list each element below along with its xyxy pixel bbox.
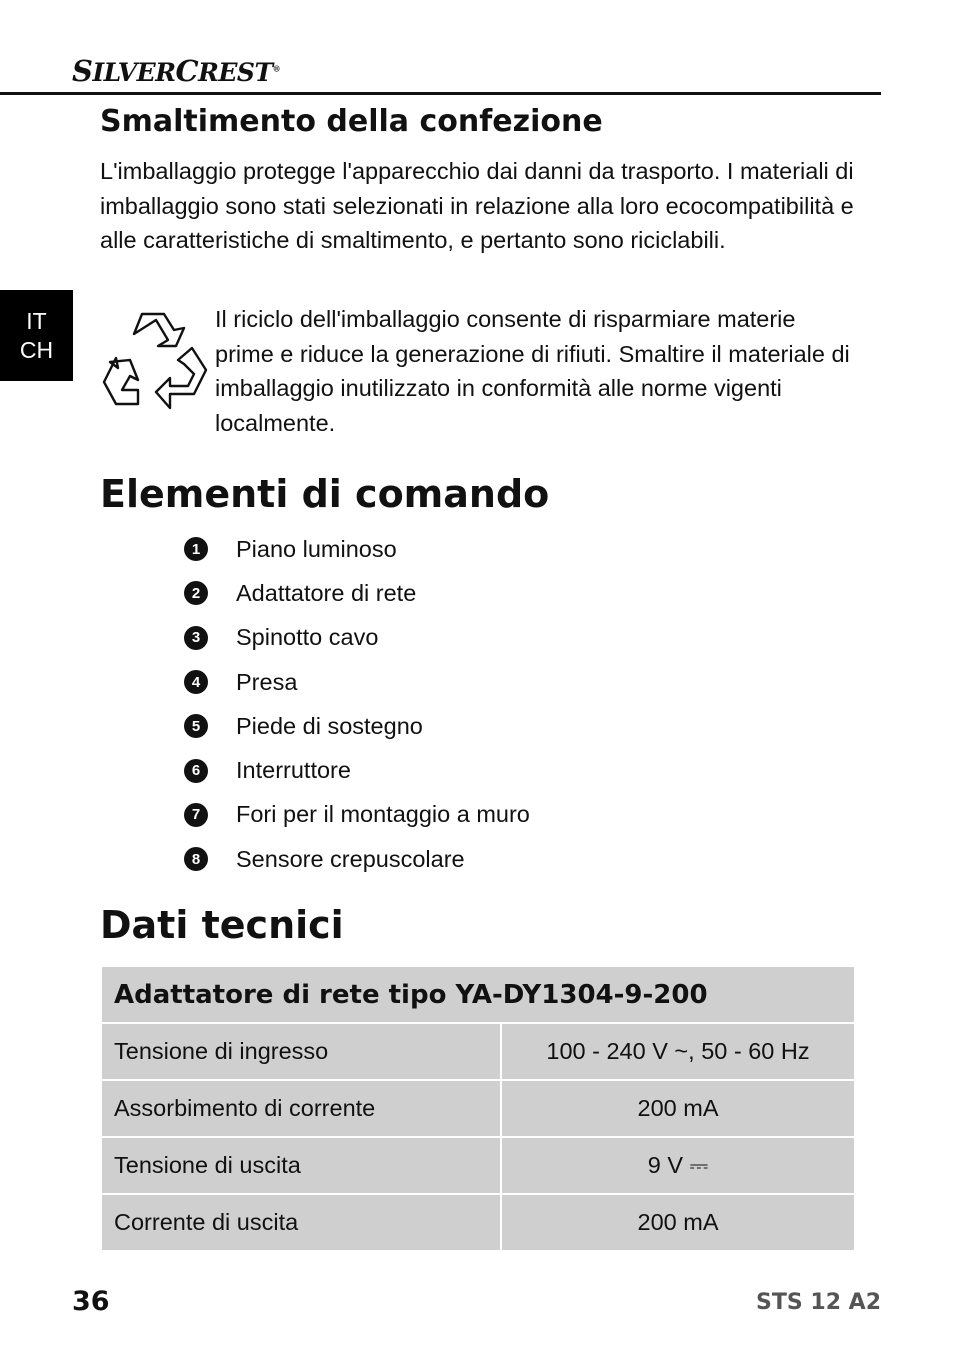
recycle-icon [98,308,212,416]
number-badge: 6 [184,759,208,783]
table-row [102,1195,854,1250]
list-item [184,616,530,660]
recycle-paragraph: Il riciclo dell'imballaggio consente di risparmiare materie prime e riduce la generazione di rifiuti. Smaltire il materiale di imballaggio inutilizzato in conformità alle norme vigenti localmente. [215,306,850,436]
list-item [184,571,530,615]
page-number: 36 [72,1286,110,1317]
number-badge: 2 [184,581,208,605]
packaging-disposal-heading: Smaltimento della confezione [100,104,603,139]
spec-value: 100 - 240 V ~, 50 - 60 Hz [502,1024,854,1079]
list-item [184,837,530,881]
spec-label: Tensione di uscita [102,1138,500,1193]
number-badge: 7 [184,803,208,827]
technical-data-heading: Dati tecnici [100,903,344,947]
table-header-row [102,967,854,1022]
spec-value: 9 V ⎓ [502,1138,854,1193]
list-item [184,527,530,571]
table-row [102,1024,854,1079]
list-item [184,704,530,748]
table-header: Adattatore di rete tipo YA-DY1304-9-200 [102,967,854,1022]
table-row [102,1138,854,1193]
list-item-label: Sensore crepuscolare [236,845,465,872]
brand-logo: SILVERCREST® [72,54,281,88]
table-row [102,1081,854,1136]
number-badge: 5 [184,714,208,738]
number-badge: 3 [184,626,208,650]
number-badge: 8 [184,847,208,871]
number-badge: 1 [184,537,208,561]
model-number: STS 12 A2 [756,1290,881,1315]
list-item-label: Interruttore [236,757,351,784]
specs-table [100,965,856,1252]
spec-label: Assorbimento di corrente [102,1081,500,1136]
list-item-label: Presa [236,668,298,695]
list-item-label: Adattatore di rete [236,579,417,606]
list-item [184,748,530,792]
spec-value: 200 mA [502,1081,854,1136]
header-rule [0,92,881,95]
list-item-label: Fori per il montaggio a muro [236,801,530,828]
spec-label: Corrente di uscita [102,1195,500,1250]
controls-heading: Elementi di comando [100,472,550,516]
number-badge: 4 [184,670,208,694]
language-code-it: IT [26,308,47,334]
spec-label: Tensione di ingresso [102,1024,500,1079]
controls-list [184,527,530,881]
list-item [184,793,530,837]
spec-value: 200 mA [502,1195,854,1250]
list-item-label: Spinotto cavo [236,624,379,651]
list-item [184,660,530,704]
list-item-label: Piano luminoso [236,535,397,562]
list-item-label: Piede di sostegno [236,712,423,739]
language-code-ch: CH [19,337,54,363]
packaging-paragraph: L'imballaggio protegge l'apparecchio dai danni da trasporto. I materiali di imballaggio sono stati selezionati in relazione alla loro ecocompatibilità e alle caratteristiche di smaltimento, e pertanto sono riciclabili. [100,158,854,253]
language-tab [0,290,73,381]
